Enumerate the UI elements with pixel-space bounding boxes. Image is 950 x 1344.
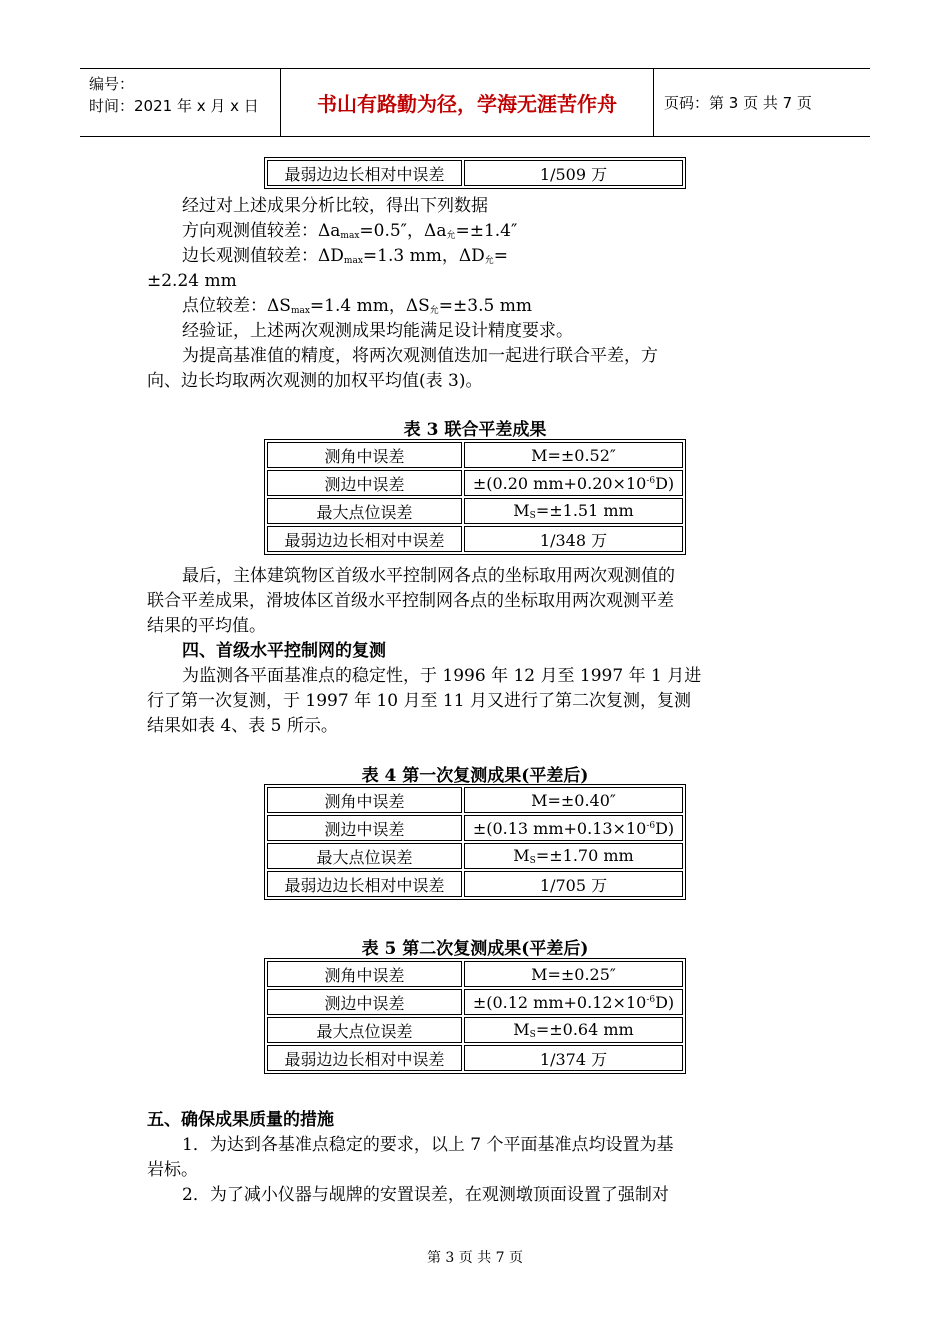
text-run: = xyxy=(493,246,509,266)
text-run: =0.5″，Δa xyxy=(359,221,447,241)
subscript: max xyxy=(343,256,363,266)
table-caption: 表 3 联合平差成果 xyxy=(403,420,547,440)
paragraph-line: 最后，主体建筑物区首级水平控制网各点的坐标取用两次观测值的 xyxy=(182,566,675,586)
text-run: 方向观测值较差：Δa xyxy=(182,221,341,241)
table-5 xyxy=(264,958,686,1074)
table-row xyxy=(267,470,683,496)
header-time-label: 时间：2021 年 x 月 x 日 xyxy=(89,97,259,115)
text-run: 点位较差：ΔS xyxy=(182,296,291,316)
table-cell-label: 测角中误差 xyxy=(267,787,462,813)
table-caption: 表 5 第二次复测成果(平差后) xyxy=(361,939,589,959)
table-row xyxy=(267,989,683,1015)
section-heading: 五、确保成果质量的措施 xyxy=(147,1110,334,1130)
paragraph: 经验证，上述两次观测成果均能满足设计精度要求。 xyxy=(182,321,573,341)
table-row xyxy=(267,498,683,524)
paragraph-line: 岩标。 xyxy=(147,1160,198,1180)
table-cell-label: 最弱边边长相对中误差 xyxy=(267,1045,462,1071)
superscript: -6 xyxy=(646,820,656,831)
table-cell-value: 1/509 万 xyxy=(464,160,683,186)
subscript: max xyxy=(340,231,360,241)
table-3 xyxy=(264,439,686,555)
subscript: S xyxy=(529,511,536,521)
paragraph-line: 2．为了减小仪器与觇牌的安置误差，在观测墩顶面设置了强制对 xyxy=(182,1185,669,1205)
header-page-code: 页码：第 3 页 共 7 页 xyxy=(664,94,812,112)
subscript: 允 xyxy=(429,306,439,316)
text-run: M xyxy=(513,501,530,520)
text-run: ±(0.20 mm+0.20×10 xyxy=(472,473,647,493)
paragraph-line: 结果的平均值。 xyxy=(147,616,266,636)
paragraph-line: 为提高基准值的精度，将两次观测值迭加一起进行联合平差，方 xyxy=(182,346,658,366)
superscript: -6 xyxy=(646,475,656,486)
paragraph-line: 联合平差成果，滑坡体区首级水平控制网各点的坐标取用两次观测平差 xyxy=(147,591,674,611)
paragraph-line: 行了第一次复测，于 1997 年 10 月至 11 月又进行了第二次复测，复测 xyxy=(147,691,691,711)
table-cell-label: 测边中误差 xyxy=(267,470,462,496)
table-row xyxy=(267,1045,683,1071)
table-row xyxy=(267,871,683,897)
table-cell-label: 最弱边边长相对中误差 xyxy=(267,160,462,186)
table-cell-label: 最大点位误差 xyxy=(267,843,462,869)
text-run: =1.3 mm，ΔD xyxy=(362,246,485,266)
paragraph-line: 1．为达到各基准点稳定的要求，以上 7 个平面基准点均设置为基 xyxy=(182,1135,674,1155)
table-cell-value xyxy=(464,843,683,869)
text-run: D) xyxy=(655,992,675,1012)
text-run: ±(0.13 mm+0.13×10 xyxy=(472,818,647,838)
text-run: =±1.4″ xyxy=(455,221,518,241)
text-run: M xyxy=(513,1020,530,1039)
table-row xyxy=(267,961,683,987)
table-cell-label: 测角中误差 xyxy=(267,961,462,987)
table-cell-value xyxy=(464,989,683,1015)
page-header xyxy=(80,68,870,137)
table-cell-label: 测边中误差 xyxy=(267,815,462,841)
table-cell-value xyxy=(464,470,683,496)
table-cell-value: M=±0.52″ xyxy=(464,442,683,468)
table-row xyxy=(267,787,683,813)
text-run: D) xyxy=(655,818,675,838)
table-cell-value: 1/348 万 xyxy=(464,526,683,552)
section-heading: 四、首级水平控制网的复测 xyxy=(182,641,386,661)
subscript: 允 xyxy=(484,256,494,266)
paragraph-line: 向、边长均取两次观测的加权平均值(表 3)。 xyxy=(147,371,483,391)
table-cell-value: M=±0.40″ xyxy=(464,787,683,813)
text-run: M xyxy=(513,846,530,865)
table-cell-label: 测角中误差 xyxy=(267,442,462,468)
text-run: 边长观测值较差：ΔD xyxy=(182,246,344,266)
text-run: =±0.64 mm xyxy=(535,1020,634,1039)
table-cell-label: 最大点位误差 xyxy=(267,1017,462,1043)
table-cell-value: 1/705 万 xyxy=(464,871,683,897)
paragraph: 经过对上述成果分析比较，得出下列数据 xyxy=(182,196,488,216)
table-row xyxy=(267,526,683,552)
text-run: =±1.51 mm xyxy=(535,501,634,520)
subscript: S xyxy=(529,1030,536,1040)
table-row xyxy=(267,1017,683,1043)
table-cell-label: 测边中误差 xyxy=(267,989,462,1015)
table-cell-label: 最弱边边长相对中误差 xyxy=(267,871,462,897)
table-row xyxy=(267,815,683,841)
distance-difference-continuation: ±2.24 mm xyxy=(147,271,237,291)
text-run: D) xyxy=(655,473,675,493)
table-row xyxy=(267,843,683,869)
table-cell-value xyxy=(464,815,683,841)
header-motto: 书山有路勤为径，学海无涯苦作舟 xyxy=(281,69,654,136)
table-cell-value xyxy=(464,498,683,524)
paragraph-line: 结果如表 4、表 5 所示。 xyxy=(147,716,338,736)
text-run: ±(0.12 mm+0.12×10 xyxy=(472,992,647,1012)
subscript: max xyxy=(290,306,310,316)
table-cell-value xyxy=(464,1017,683,1043)
paragraph-line: 为监测各平面基准点的稳定性，于 1996 年 12 月至 1997 年 1 月进 xyxy=(182,666,702,686)
header-number-label: 编号： xyxy=(89,75,135,93)
table-cell-value: M=±0.25″ xyxy=(464,961,683,987)
subscript: S xyxy=(529,856,536,866)
subscript: 允 xyxy=(446,231,456,241)
page-footer: 第 3 页 共 7 页 xyxy=(426,1250,524,1266)
superscript: -6 xyxy=(646,994,656,1005)
table-caption: 表 4 第一次复测成果(平差后) xyxy=(361,766,589,786)
table-4 xyxy=(264,784,686,900)
table-row xyxy=(267,160,683,186)
table-cell-label: 最弱边边长相对中误差 xyxy=(267,526,462,552)
header-meta xyxy=(80,69,281,136)
table-continued xyxy=(264,157,686,189)
table-cell-label: 最大点位误差 xyxy=(267,498,462,524)
table-row xyxy=(267,442,683,468)
table-cell-value: 1/374 万 xyxy=(464,1045,683,1071)
text-run: =±1.70 mm xyxy=(535,846,634,865)
text-run: =1.4 mm，ΔS xyxy=(309,296,430,316)
text-run: =±3.5 mm xyxy=(438,296,532,316)
